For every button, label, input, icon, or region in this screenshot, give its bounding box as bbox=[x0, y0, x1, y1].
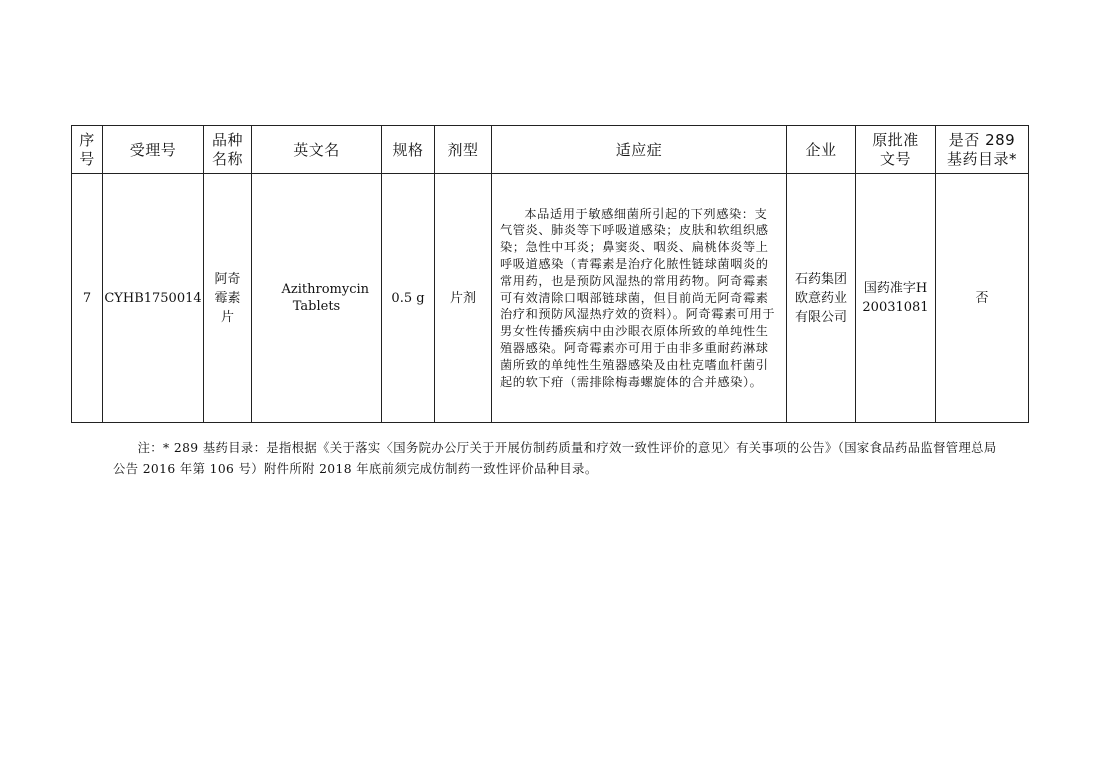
cell-approval: 国药准字H20031081 bbox=[856, 174, 936, 423]
header-accept-no: 受理号 bbox=[103, 126, 204, 174]
header-indication: 适应症 bbox=[492, 126, 787, 174]
cell-accept-no: CYHB1750014 bbox=[103, 174, 204, 423]
cell-indication bbox=[492, 174, 787, 423]
header-english: 英文名 bbox=[252, 126, 382, 174]
header-approval: 原批准文号 bbox=[856, 126, 936, 174]
header-list289: 是否 289 基药目录* bbox=[936, 126, 1029, 174]
header-spec: 规格 bbox=[382, 126, 435, 174]
cell-list289: 否 bbox=[936, 174, 1029, 423]
drug-list-table bbox=[71, 125, 1029, 423]
footnote: 注：* 289 基药目录：是指根据《关于落实〈国务院办公厅关于开展仿制药质量和疗效一致性评价的意见〉有关事项的公告》（国家食品药品监督管理总局公告 2016 年第 106 号）附件所附 2018 年底前须完成仿制药一致性评价品种目录。 bbox=[113, 441, 997, 476]
header-seq: 序号 bbox=[72, 126, 103, 174]
header-company: 企业 bbox=[787, 126, 856, 174]
table-row bbox=[72, 174, 1029, 423]
cell-seq: 7 bbox=[72, 174, 103, 423]
indication-text: 本品适用于敏感细菌所引起的下列感染：支气管炎、肺炎等下呼吸道感染；皮肤和软组织感染；急性中耳炎；鼻窦炎、咽炎、扁桃体炎等上呼吸道感染（青霉素是治疗化脓性链球菌咽炎的常用药，也是预防风湿热的常用药物。阿奇霉素可有效清除口咽部链球菌，但目前尚无阿奇霉素治疗和预防风湿热疗效的资料）。阿奇霉素可用于男女性传播疾病中由沙眼衣原体所致的单纯性生殖器感染。阿奇霉素亦可用于由非多重耐药淋球菌所致的单纯性生殖器感染及由杜克嗜血杆菌引起的软下疳（需排除梅毒螺旋体的合并感染）。 bbox=[500, 206, 776, 389]
table-header-row bbox=[72, 126, 1029, 174]
cell-english: Azithromycin Tablets bbox=[252, 174, 382, 423]
cell-name: 阿奇霉素片 bbox=[204, 174, 252, 423]
cell-form: 片剂 bbox=[435, 174, 492, 423]
header-form: 剂型 bbox=[435, 126, 492, 174]
cell-spec: 0.5 g bbox=[382, 174, 435, 423]
cell-company: 石药集团欧意药业有限公司 bbox=[787, 174, 856, 423]
header-name: 品种名称 bbox=[204, 126, 252, 174]
